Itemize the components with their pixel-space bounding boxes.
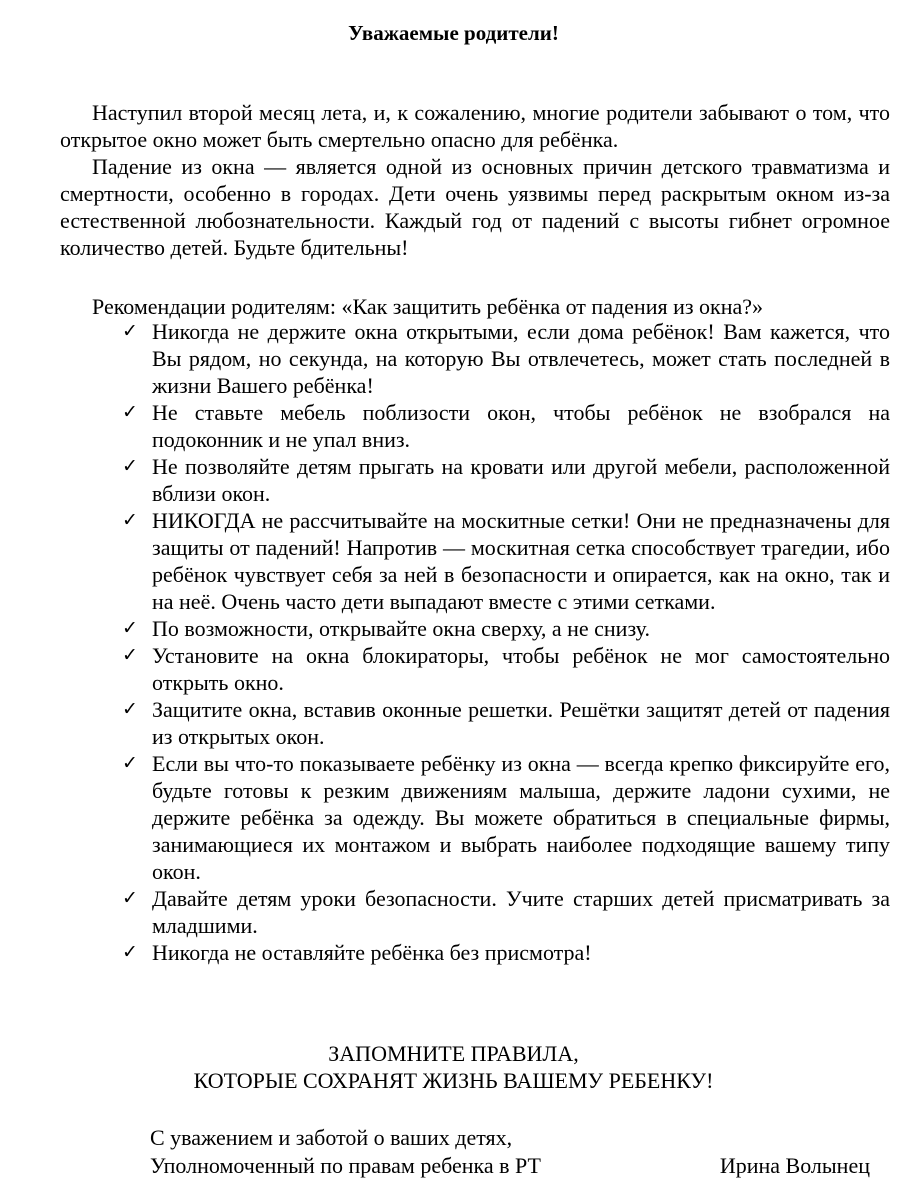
signature-name: Ирина Волынец <box>719 1153 870 1178</box>
list-item <box>122 696 890 750</box>
page-title: Уважаемые родители! <box>348 21 559 45</box>
closing-callout <box>0 1040 907 1094</box>
list-item <box>122 507 890 615</box>
list-item <box>122 615 890 642</box>
checkmark-icon: ✓ <box>122 320 138 342</box>
list-item-text: Защитите окна, вставив оконные решетки. Решётки защитят детей от падения из открытых окон. <box>152 697 890 749</box>
list-item <box>122 885 890 939</box>
signature-greeting: С уважением и заботой о ваших детях, <box>150 1125 513 1150</box>
checkmark-icon: ✓ <box>122 698 138 720</box>
checkmark-icon: ✓ <box>122 752 138 774</box>
list-item-text: Давайте детям уроки безопасности. Учите старших детей присматривать за младшими. <box>152 886 890 938</box>
intro-section <box>60 99 890 261</box>
list-item-text: НИКОГДА не рассчитывайте на москитные сетки! Они не предназначены для защиты от падений! Напротив — москитная сетка способствует трагедии, ибо ребёнок чувствует себя за ней в безопасности и опирается, как на окно, так и на неё. Очень часто дети выпадают вместе с этими сетками. <box>152 508 890 614</box>
checkmark-icon: ✓ <box>122 887 138 909</box>
closing-line-2: КОТОРЫЕ СОХРАНЯТ ЖИЗНЬ ВАШЕМУ РЕБЕНКУ! <box>193 1068 714 1093</box>
closing-line-1: ЗАПОМНИТЕ ПРАВИЛА, <box>328 1041 579 1066</box>
list-item <box>122 453 890 507</box>
checkmark-icon: ✓ <box>122 941 138 963</box>
list-item-text: Если вы что-то показываете ребёнку из окна — всегда крепко фиксируйте его, будьте готовы к резким движениям малыша, держите ладони сухими, не держите ребёнка за одежду. Вы можете обратиться в специальные фирмы, занимающиеся их монтажом и выбрать наиболее подходящие вашему типу окон. <box>152 751 890 884</box>
signature-greeting-row <box>150 1124 870 1152</box>
recommendations-heading: Рекомендации родителям: «Как защитить ребёнка от падения из окна?» <box>92 294 764 319</box>
signature-position: Уполномоченный по правам ребенка в РТ <box>150 1153 541 1178</box>
list-item-text: Установите на окна блокираторы, чтобы ребёнок не мог самостоятельно открыть окно. <box>152 643 890 695</box>
list-item <box>122 642 890 696</box>
list-item-text: Не позволяйте детям прыгать на кровати или другой мебели, расположенной вблизи окон. <box>152 454 890 506</box>
list-item-text: Никогда не оставляйте ребёнка без присмотра! <box>152 940 592 965</box>
list-item-text: Никогда не держите окна открытыми, если дома ребёнок! Вам кажется, что Вы рядом, но секунда, на которую Вы отвлечетесь, может стать последней в жизни Вашего ребёнка! <box>152 319 890 398</box>
signature-block <box>150 1124 870 1180</box>
list-item <box>122 939 890 966</box>
checkmark-icon: ✓ <box>122 644 138 666</box>
list-item <box>122 318 890 399</box>
recommendations-list <box>122 318 890 966</box>
checkmark-icon: ✓ <box>122 509 138 531</box>
checkmark-icon: ✓ <box>122 617 138 639</box>
intro-paragraph-2: Падение из окна — является одной из основных причин детского травматизма и смертности, особенно в городах. Дети очень уязвимы перед раскрытым окном из-за естественной любознательности. Каждый год от падений с высоты гибнет огромное количество детей. Будьте бдительны! <box>60 154 890 260</box>
intro-paragraph-1: Наступил второй месяц лета, и, к сожалению, многие родители забывают о том, что открытое окно может быть смертельно опасно для ребёнка. <box>60 100 890 152</box>
signature-author-row <box>150 1152 870 1180</box>
list-item-text: По возможности, открывайте окна сверху, а не снизу. <box>152 616 650 641</box>
checkmark-icon: ✓ <box>122 401 138 423</box>
list-item <box>122 399 890 453</box>
list-item <box>122 750 890 885</box>
list-item-text: Не ставьте мебель поблизости окон, чтобы ребёнок не взобрался на подоконник и не упал вниз. <box>152 400 890 452</box>
checkmark-icon: ✓ <box>122 455 138 477</box>
